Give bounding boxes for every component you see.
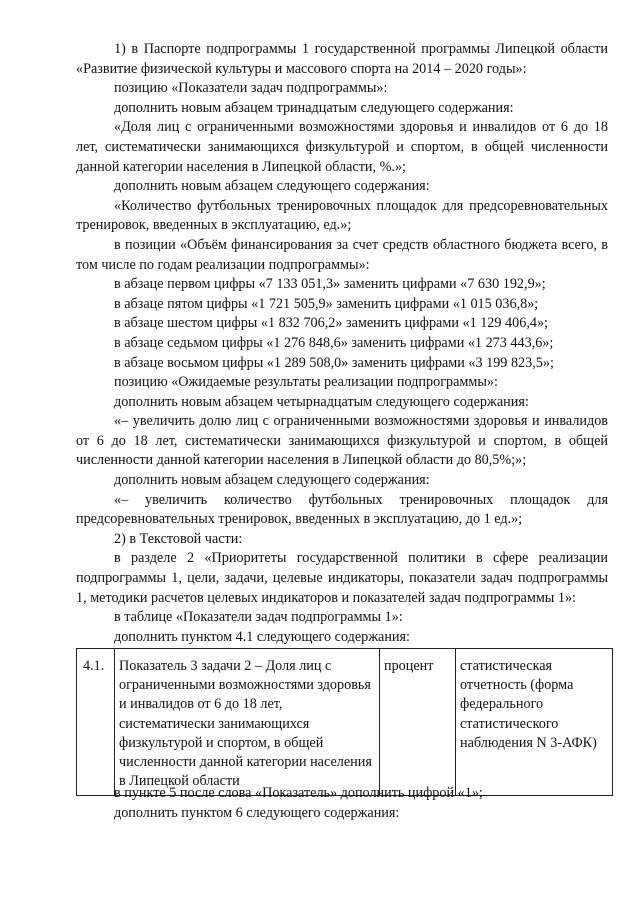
paragraph-22: в пункте 5 после слова «Показатель» дополнить цифрой «1»; <box>114 785 483 801</box>
paragraph-15: «– увеличить долю лиц с ограниченными возможностями здоровья и инвалидов от 6 до 18 лет, систематически занимающихся физкультурой и спортом, в общей численности данной категории населения в Липецкой области до 80,5%;»; <box>76 413 608 469</box>
paragraph-5: дополнить новым абзацем следующего содержания: <box>114 178 430 195</box>
paragraph-6: «Количество футбольных тренировочных площадок для предсоревновательных тренировок, введенных в эксплуатацию, ед.»; <box>76 197 608 234</box>
table-row <box>77 649 613 796</box>
paragraph-20: в таблице «Показатели задач подпрограммы 1»: <box>114 609 403 626</box>
table-cell-source: статистическая отчетность (форма федерального статистического наблюдения N 3-АФК) <box>456 649 613 796</box>
table-cell-unit: процент <box>380 649 456 796</box>
paragraph-4: «Доля лиц с ограниченными возможностями здоровья и инвалидов от 6 до 18 лет, систематически занимающихся физкультурой и спортом, в общей численности данной категории населения в Липецкой области, %.»; <box>76 119 608 175</box>
paragraph-14: дополнить новым абзацем четырнадцатым следующего содержания: <box>114 393 529 410</box>
paragraph-13: позицию «Ожидаемые результаты реализации подпрограммы»: <box>114 374 498 391</box>
paragraph-21: дополнить пунктом 4.1 следующего содержания: <box>114 628 410 645</box>
paragraph-19: в разделе 2 «Приоритеты государственной политики в сфере реализации подпрограммы 1, цели, задачи, целевые индикаторы, показатели задач подпрограммы 1, методики расчетов целевых индикаторов и показателей задач подпрограммы 1»: <box>76 550 608 606</box>
paragraph-7: в позиции «Объём финансирования за счет средств областного бюджета всего, в том числе по годам реализации подпрограммы»: <box>76 236 608 273</box>
paragraph-11: в абзаце седьмом цифры «1 276 848,6» заменить цифрами «1 273 443,6»; <box>114 334 554 351</box>
paragraph-23: дополнить пунктом 6 следующего содержания: <box>114 804 400 821</box>
paragraph-10: в абзаце шестом цифры «1 832 706,2» заменить цифрами «1 129 406,4»; <box>114 315 548 332</box>
paragraph-3: дополнить новым абзацем тринадцатым следующего содержания: <box>114 99 514 116</box>
paragraph-8: в абзаце первом цифры «7 133 051,3» заменить цифрами «7 630 192,9»; <box>114 276 546 293</box>
paragraph-18: 2) в Текстовой части: <box>114 530 243 547</box>
document-body-continued <box>76 784 608 823</box>
paragraph-1: 1) в Паспорте подпрограммы 1 государственной программы Липецкой области «Развитие физической культуры и массового спорта на 2014 – 2020 годы»: <box>76 41 608 77</box>
paragraph-12: в абзаце восьмом цифры «1 289 508,0» заменить цифрами «3 199 823,5»; <box>114 354 554 371</box>
paragraph-9: в абзаце пятом цифры «1 721 505,9» заменить цифрами «1 015 036,8»; <box>114 295 539 312</box>
table-cell-indicator-name: Показатель 3 задачи 2 – Доля лиц с ограниченными возможностями здоровья и инвалидов от 6 до 18 лет, систематически занимающихся физкультурой и спортом, в общей численности данной категории населения в Липецкой области <box>115 649 380 796</box>
paragraph-2: позицию «Показатели задач подпрограммы»: <box>114 80 388 97</box>
paragraph-17: «– увеличить количество футбольных тренировочных площадок для предсоревновательных тренировок, введенных в эксплуатацию, до 1 ед.»; <box>76 491 608 528</box>
indicator-table <box>76 648 613 796</box>
paragraph-16: дополнить новым абзацем следующего содержания: <box>114 472 430 489</box>
table-cell-number: 4.1. <box>77 649 115 796</box>
document-body <box>76 40 608 647</box>
